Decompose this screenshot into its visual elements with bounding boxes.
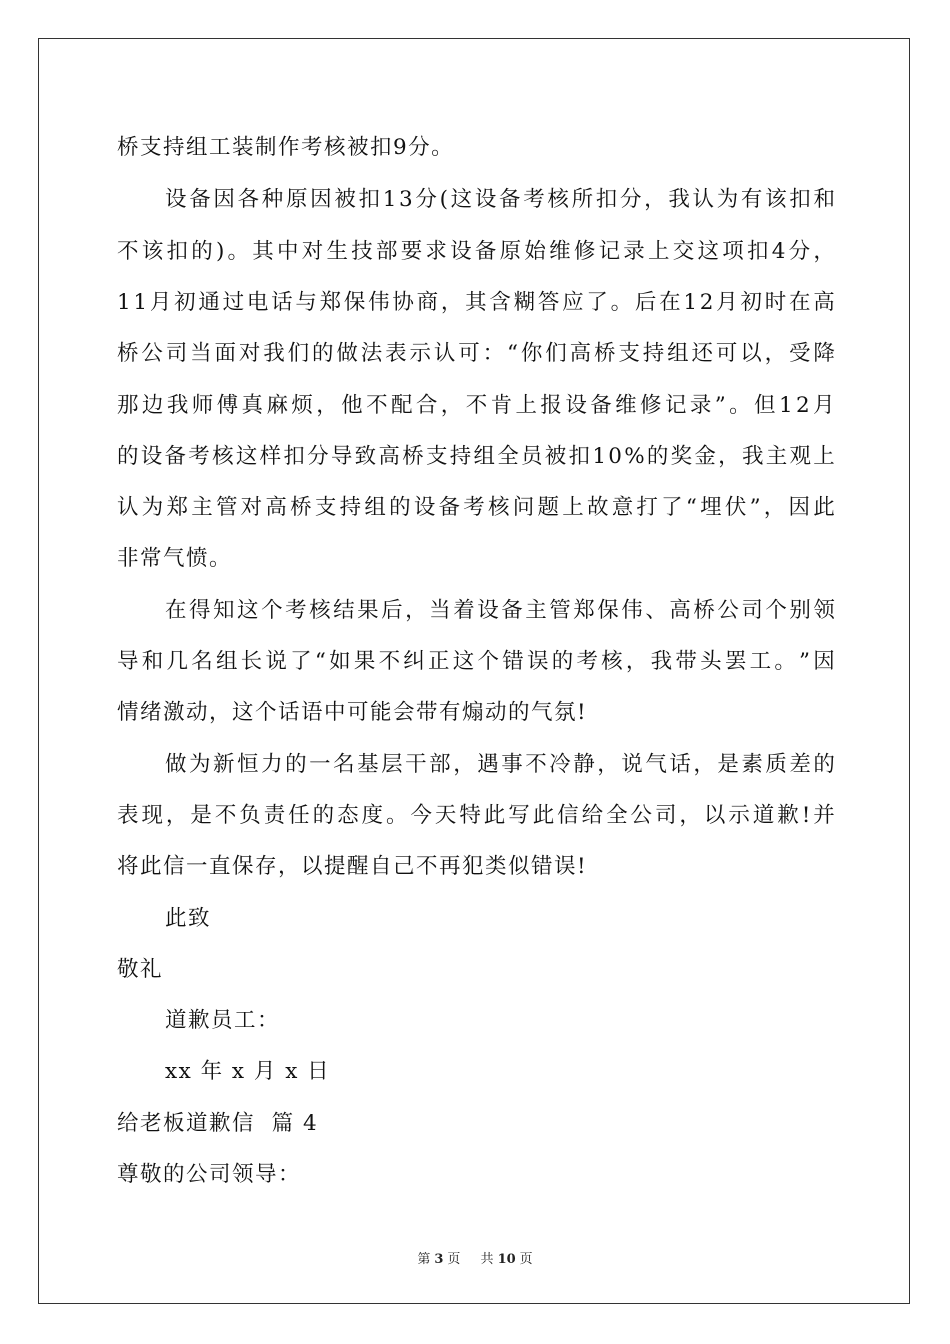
- signature-label: 道歉员工：: [165, 1008, 281, 1033]
- section-heading: 给老板道歉信 篇 4: [117, 1111, 319, 1136]
- text-line: 做 为 新 恒 力 的 一 名 基 层 干 部 ， 遇 事 不 冷 静 ， 说 气 话 ， 是 素 质 差 的: [165, 752, 835, 777]
- text-line: 那 边 我 师 傅 真 麻 烦 ， 他 不 配 合 ， 不 肯 上 报 设 备 维 修 记 录 ” 。 但 1 2 月: [117, 393, 835, 418]
- text-line: 1 1 月 初 通 过 电 话 与 郑 保 伟 协 商 ， 其 含 糊 答 应 了 。 后 在 1 2 月 初 时 在 高: [117, 290, 835, 315]
- date-line: xx 年 x 月 x 日: [165, 1059, 331, 1084]
- text-line: 设 备 因 各 种 原 因 被 扣 1 3 分 ( 这 设 备 考 核 所 扣 分 ， 我 认 为 有 该 扣 和: [165, 187, 835, 212]
- text-line: 导 和 几 名 组 长 说 了 “ 如 果 不 纠 正 这 个 错 误 的 考 核 ， 我 带 头 罢 工 。 ” 因: [117, 649, 835, 674]
- closing-regards: 敬礼: [117, 957, 164, 982]
- greeting-line: 尊敬的公司领导：: [117, 1162, 302, 1187]
- text-line: 认 为 郑 主 管 对 高 桥 支 持 组 的 设 备 考 核 问 题 上 故 意 打 了 “ 埋 伏 ” ， 因 此: [117, 495, 835, 520]
- text-line: 表 现 ， 是 不 负 责 任 的 态 度 。 今 天 特 此 写 此 信 给 全 公 司 ， 以 示 道 歉 ! 并: [117, 803, 835, 828]
- text-line: 将此信一直保存，以提醒自己不再犯类似错误!: [117, 854, 588, 879]
- closing-salutation: 此致: [165, 906, 212, 931]
- text-line: 情绪激动，这个话语中可能会带有煽动的气氛!: [117, 700, 588, 725]
- text-line: 桥 公 司 当 面 对 我 们 的 做 法 表 示 认 可 ： “ 你 们 高 桥 支 持 组 还 可 以 ， 受 降: [117, 341, 835, 366]
- page-number: 第 3 页: [417, 1252, 461, 1267]
- text-line: 在 得 知 这 个 考 核 结 果 后 ， 当 着 设 备 主 管 郑 保 伟 、 高 桥 公 司 个 别 领: [165, 598, 835, 623]
- page-footer: [0, 1248, 950, 1267]
- text-line: 桥支持组工装制作考核被扣9分。: [117, 135, 455, 160]
- text-line: 不 该 扣 的 ) 。 其 中 对 生 技 部 要 求 设 备 原 始 维 修 记 录 上 交 这 项 扣 4 分 ，: [117, 239, 835, 264]
- text-line: 非常气愤。: [117, 546, 233, 571]
- text-line: 的 设 备 考 核 这 样 扣 分 导 致 高 桥 支 持 组 全 员 被 扣 1 0 % 的 奖 金 ， 我 主 观 上: [117, 444, 835, 469]
- page-total: 共 10 页: [480, 1252, 533, 1267]
